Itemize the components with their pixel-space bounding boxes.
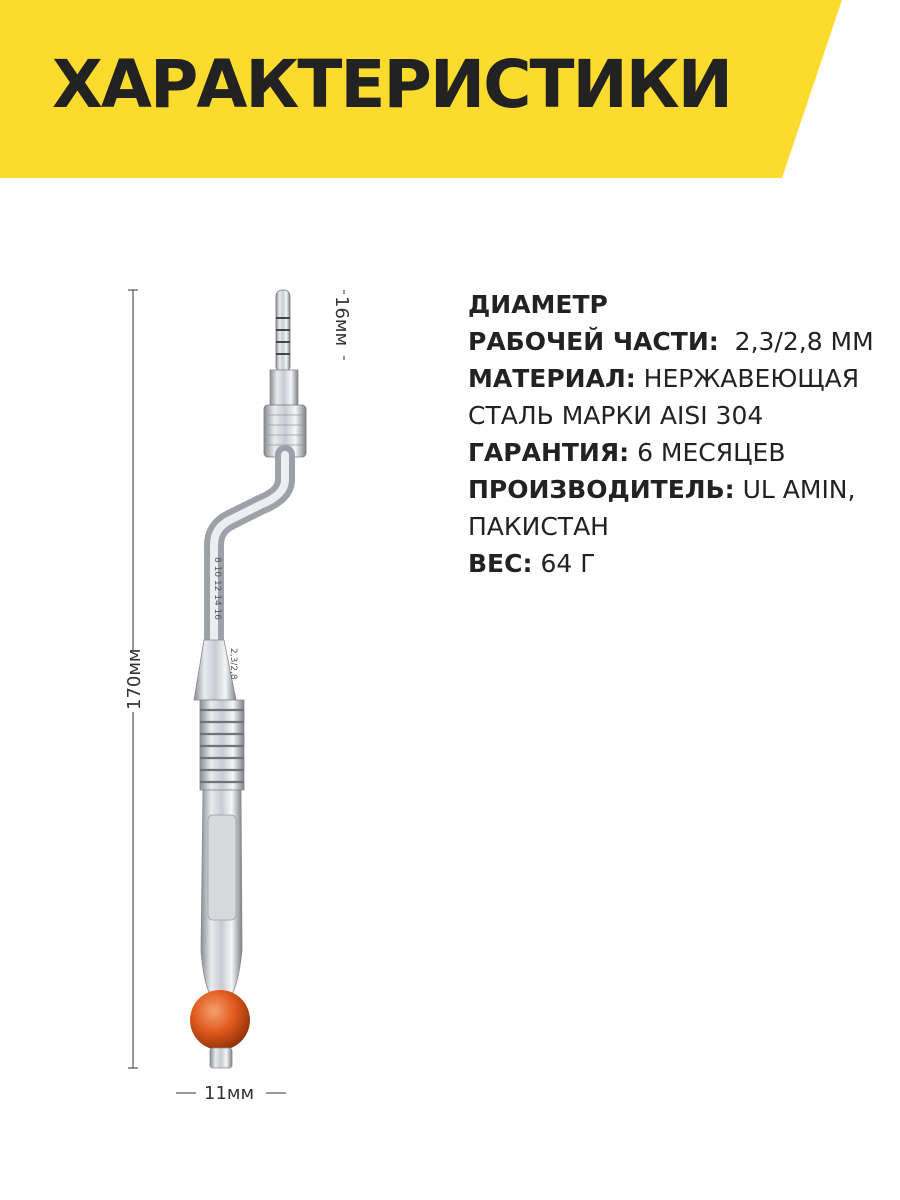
material-value-cont: СТАЛЬ МАРКИ AISI 304 <box>468 401 764 430</box>
material-value: НЕРЖАВЕЮЩАЯ <box>643 364 860 393</box>
material-label: МАТЕРИАЛ: <box>468 364 636 393</box>
diameter-label: ДИАМЕТР <box>468 290 608 319</box>
manufacturer-value-cont: ПАКИСТАН <box>468 512 609 541</box>
diameter-value: 2,3/2,8 ММ <box>734 327 874 356</box>
manufacturer-label: ПРОИЗВОДИТЕЛЬ: <box>468 475 735 504</box>
weight-value: 64 Г <box>540 549 596 578</box>
length-dimension-label: 170мм <box>124 648 145 710</box>
specifications-list <box>468 286 888 582</box>
tip-length-dimension-label: 16мм <box>331 296 352 347</box>
page-title: ХАРАКТЕРИСТИКИ <box>52 46 731 123</box>
warranty-value: 6 МЕСЯЦЕВ <box>637 438 786 467</box>
diameter-label-cont: РАБОЧЕЙ ЧАСТИ: <box>468 327 719 356</box>
warranty-label: ГАРАНТИЯ: <box>468 438 630 467</box>
shaft-size-marking: 2,3/2,8 <box>228 648 238 680</box>
manufacturer-value: UL AMIN, <box>742 475 856 504</box>
width-dimension-label: 11мм <box>204 1083 255 1104</box>
shaft-depth-markings: 8 10 12 14 16 <box>212 557 222 620</box>
weight-label: ВЕС: <box>468 549 533 578</box>
